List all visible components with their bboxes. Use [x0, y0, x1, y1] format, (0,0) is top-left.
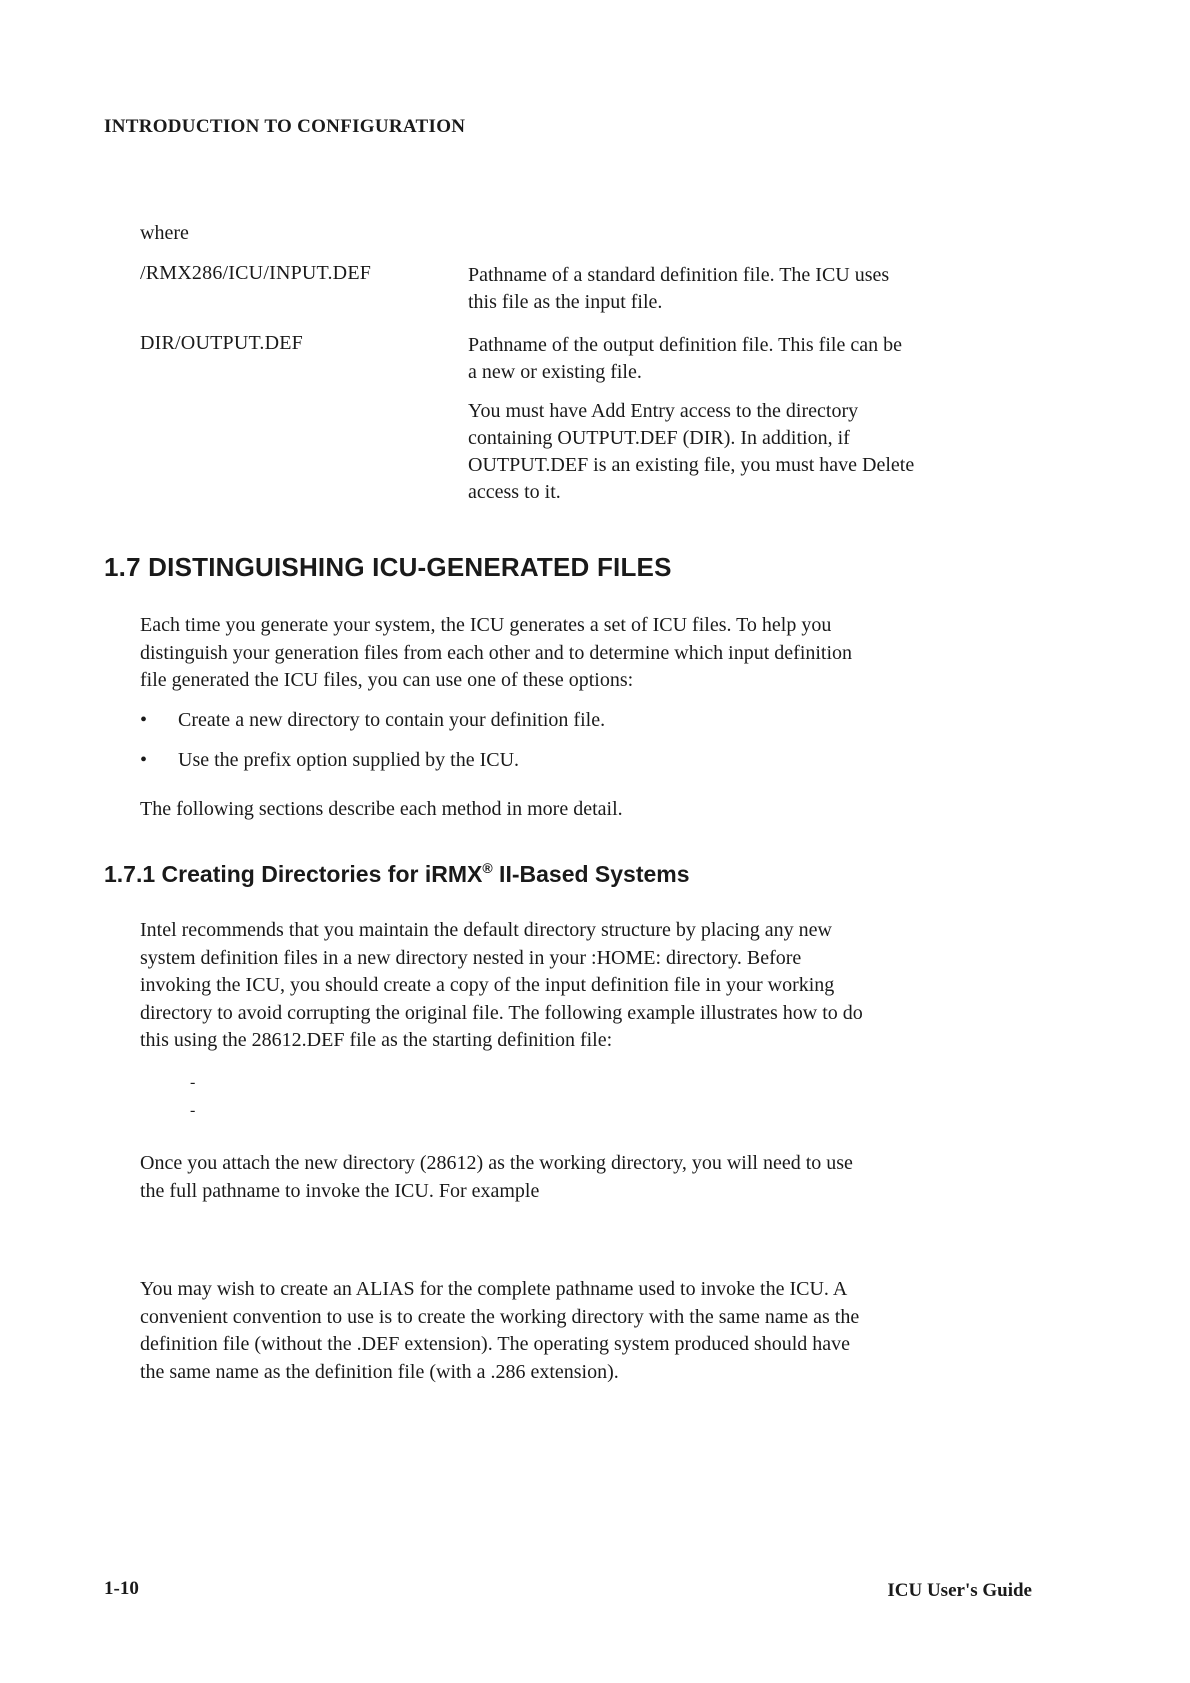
- paragraph-line: convenient convention to use is to create the working directory with the same name as the: [140, 1305, 860, 1328]
- bullet-text: Use the prefix option supplied by the ICU.: [178, 749, 520, 771]
- paragraph-line: Intel recommends that you maintain the default directory structure by placing any new: [140, 919, 832, 941]
- definition-desc-line: a new or existing file.: [468, 361, 642, 383]
- section-heading-1-7: 1.7 DISTINGUISHING ICU-GENERATED FILES: [104, 552, 672, 582]
- paragraph-line: Once you attach the new directory (28612) as the working directory, you will need to use: [140, 1152, 853, 1174]
- section-1-7-1-para2: [140, 1150, 853, 1205]
- section-heading-1-7-1: [104, 860, 690, 888]
- bullet-item: [140, 749, 519, 772]
- registered-mark: ®: [482, 860, 493, 876]
- definition-desc-line: Pathname of a standard definition file. The ICU uses: [468, 264, 890, 286]
- heading-text: 1.7.1 Creating Directories for iRMX: [104, 861, 483, 887]
- bullet-icon: •: [140, 709, 148, 731]
- paragraph-line: this using the 28612.DEF file as the starting definition file:: [140, 1029, 613, 1051]
- paragraph-line: the same name as the definition file (with a .286 extension).: [140, 1360, 619, 1383]
- section-1-7-1-para3: [140, 1276, 859, 1386]
- section-1-7-intro: [140, 612, 852, 695]
- page-number: 1-10: [104, 1578, 139, 1599]
- running-head: INTRODUCTION TO CONFIGURATION: [104, 116, 466, 137]
- definition-desc-line: Pathname of the output definition file. This file can be: [468, 334, 902, 356]
- section-1-7-1-para1: [140, 917, 863, 1055]
- note-line: OUTPUT.DEF is an existing file, you must have Delete: [468, 454, 915, 476]
- note-line: You must have Add Entry access to the directory: [468, 400, 859, 422]
- bullet-icon: •: [140, 749, 148, 771]
- definition-note: [468, 398, 1028, 506]
- note-line: containing OUTPUT.DEF (DIR). In addition, if: [468, 427, 850, 449]
- paragraph-line: directory to avoid corrupting the original file. The following example illustrates how to do: [140, 1001, 863, 1024]
- note-line: access to it.: [468, 481, 561, 503]
- bullet-item: [140, 709, 605, 732]
- paragraph-line: Each time you generate your system, the ICU generates a set of ICU files. To help you: [140, 614, 832, 636]
- heading-text: II-Based Systems: [492, 861, 690, 887]
- paragraph-line: invoking the ICU, you should create a copy of the input definition file in your working: [140, 974, 835, 996]
- where-label: where: [140, 222, 189, 244]
- paragraph-line: file generated the ICU files, you can use one of these options:: [140, 669, 634, 691]
- definition-desc-line: this file as the input file.: [468, 291, 663, 313]
- guide-title: ICU User's Guide: [887, 1580, 1032, 1601]
- paragraph-line: the full pathname to invoke the ICU. For example: [140, 1179, 540, 1202]
- section-1-7-closing: The following sections describe each method in more detail.: [140, 798, 623, 820]
- definition-desc-input: [468, 262, 1028, 316]
- example-dash: -: [190, 1074, 196, 1091]
- definition-term-input: /RMX286/ICU/INPUT.DEF: [140, 262, 372, 284]
- definition-term-output: DIR/OUTPUT.DEF: [140, 332, 303, 354]
- definition-desc-output: [468, 332, 1028, 386]
- paragraph-line: distinguish your generation files from each other and to determine which input definition: [140, 641, 853, 664]
- paragraph-line: definition file (without the .DEF extension). The operating system produced should have: [140, 1333, 851, 1355]
- bullet-text: Create a new directory to contain your definition file.: [178, 709, 606, 731]
- paragraph-line: You may wish to create an ALIAS for the complete pathname used to invoke the ICU. A: [140, 1278, 848, 1300]
- example-dash: -: [190, 1102, 196, 1119]
- paragraph-line: system definition files in a new directory nested in your :HOME: directory. Before: [140, 946, 802, 969]
